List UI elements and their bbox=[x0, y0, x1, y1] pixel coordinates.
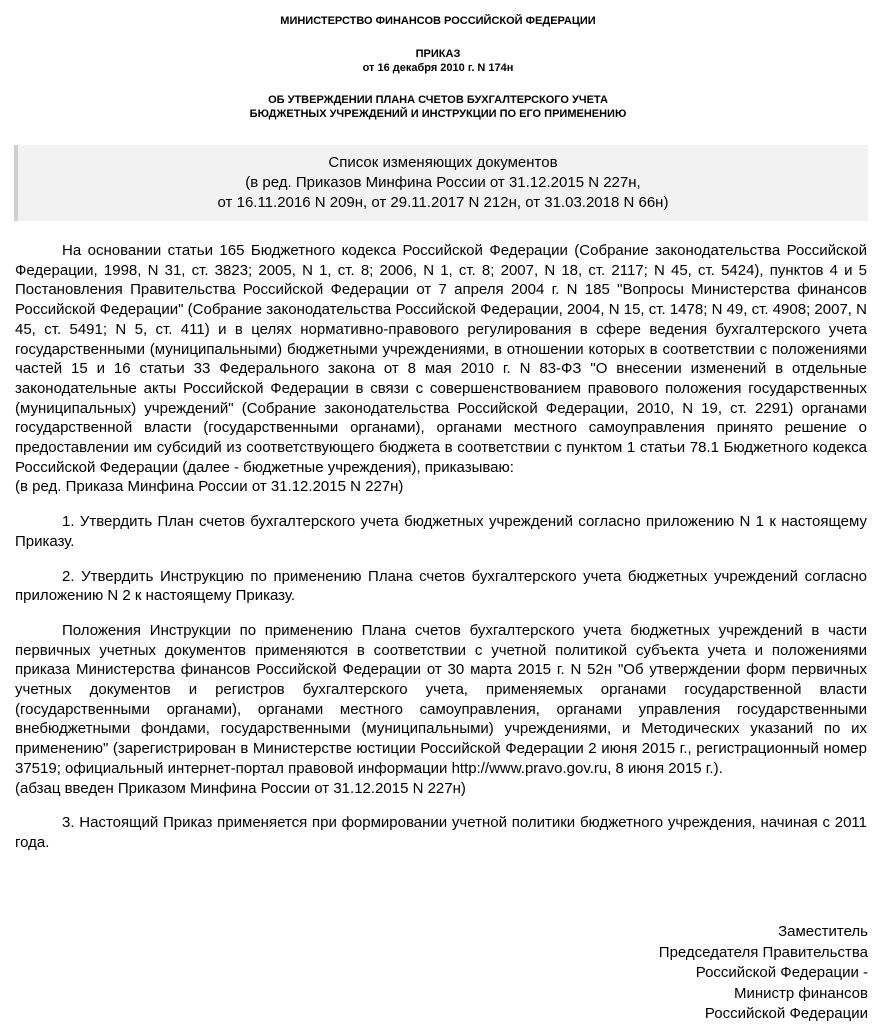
subject-line-2: БЮДЖЕТНЫХ УЧРЕЖДЕНИЙ И ИНСТРУКЦИИ ПО ЕГО ПРИМЕНЕНИЮ bbox=[249, 108, 627, 120]
provisions-amendment-note: (абзац введен Приказом Минфина России от 31.12.2015 N 227н) bbox=[15, 779, 466, 797]
amendments-title: Список изменяющих документов bbox=[328, 154, 558, 171]
order-subject bbox=[0, 93, 876, 121]
doc-type: ПРИКАЗ bbox=[415, 48, 461, 60]
amendments-line-2: от 16.11.2016 N 209н, от 29.11.2017 N 212н, от 31.03.2018 N 66н) bbox=[217, 194, 669, 211]
signature-block bbox=[659, 922, 868, 1025]
order-heading bbox=[0, 47, 876, 75]
preamble-paragraph: На основании статьи 165 Бюджетного кодекса Российской Федерации (Собрание законодательства Российской Федерации, 1998, N 31, ст. 3823; 2005, N 1, ст. 8; 2006, N 1, ст. 8; 2007, N 18, ст. 2117; N 45, ст. 5424), пунктов 4 и 5 Постановления Правительства Российской Федерации от 7 апреля 2004 г. N 185 "Вопросы Министерства финансов Российской Федерации" (Собрание законодательства Российской Федерации, 2004, N 15, ст. 1478; N 49, ст. 4908; 2007, N 45, ст. 5491; N 5, ст. 411) и в целях нормативно-правового регулирования в сфере ведения бухгалтерского учета государственными (муниципальными) бюджетными учреждениями, в отношении которых в соответствии с положениями частей 15 и 16 статьи 33 Федерального закона от 8 мая 2010 г. N 83-ФЗ "О внесении изменений в отдельные законодательные акты Российской Федерации в связи с совершенствованием правового положения государственных (муниципальных) учреждений" (Собрание законодательства Российской Федерации, 2010, N 19, ст. 2291) органами государственной власти (государственными органами), органами местного самоуправления принято решение о предоставлении им субсидий из соответствующего бюджета в соответствии с пунктом 1 статьи 78.1 Бюджетного кодекса Российской Федерации (далее - бюджетные учреждения), приказываю: bbox=[15, 242, 867, 476]
amendments-line-1: (в ред. Приказов Минфина России от 31.12.2015 N 227н, bbox=[245, 174, 641, 191]
preamble-amendment-note: (в ред. Приказа Минфина России от 31.12.2015 N 227н) bbox=[15, 478, 404, 496]
item-2-paragraph: 2. Утвердить Инструкцию по применению Плана счетов бухгалтерского учета бюджетных учреждений согласно приложению N 2 к настоящему Приказу. bbox=[15, 567, 867, 605]
order-body bbox=[15, 241, 867, 853]
item-3-paragraph: 3. Настоящий Приказ применяется при формировании учетной политики бюджетного учреждения, начиная с 2011 года. bbox=[15, 814, 867, 851]
subject-line-1: ОБ УТВЕРЖДЕНИИ ПЛАНА СЧЕТОВ БУХГАЛТЕРСКОГО УЧЕТА bbox=[268, 94, 608, 106]
item-1-paragraph: 1. Утвердить План счетов бухгалтерского учета бюджетных учреждений согласно приложению N 1 к настоящему Приказу. bbox=[15, 513, 867, 550]
signature-line-4: Министр финансов bbox=[733, 984, 868, 1002]
amendments-box bbox=[14, 145, 868, 221]
doc-date-number: от 16 декабря 2010 г. N 174н bbox=[362, 62, 514, 74]
signature-line-3: Российской Федерации - bbox=[695, 964, 868, 981]
signature-line-1: Заместитель bbox=[778, 923, 868, 940]
signature-line-5: Российской Федерации bbox=[704, 1005, 868, 1022]
ministry-heading: МИНИСТЕРСТВО ФИНАНСОВ РОССИЙСКОЙ ФЕДЕРАЦИИ bbox=[280, 15, 596, 27]
provisions-paragraph: Положения Инструкции по применению Плана счетов бухгалтерского учета бюджетных учреждений в части первичных учетных документов применяются в соответствии с учетной политикой субъекта учета и положениями приказа Министерства финансов Российской Федерации от 30 марта 2015 г. N 52н "Об утверждении форм первичных учетных документов и регистров бухгалтерского учета, применяемых органами государственной власти (государственными органами), органами местного самоуправления, органами управления государственными внебюджетными фондами, государственными (муниципальными) учреждениями, и Методических указаний по их применению" (зарегистрирован в Министерстве юстиции Российской Федерации 2 июня 2015 г., регистрационный номер 37519; официальный интернет-портал правовой информации http://www.pravo.gov.ru, 8 июня 2015 г.). bbox=[15, 621, 867, 777]
signature-line-2: Председателя Правительства bbox=[658, 943, 868, 961]
